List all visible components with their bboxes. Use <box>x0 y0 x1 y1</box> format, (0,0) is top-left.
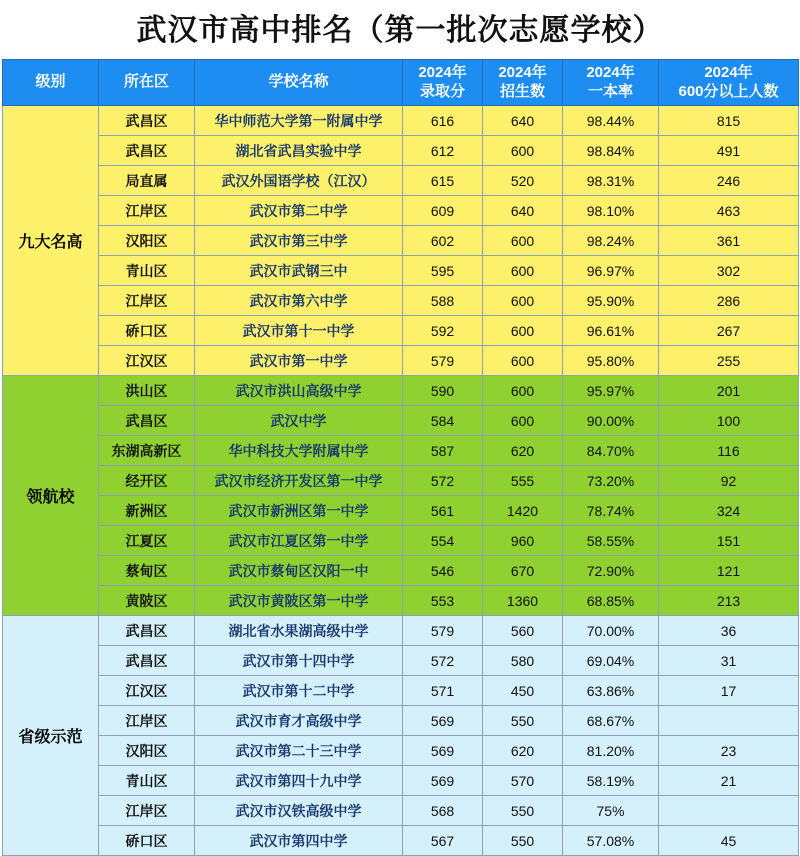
header-rate <box>563 60 659 106</box>
table-row <box>3 646 799 676</box>
cell-school: 武汉外国语学校（江汉） <box>195 166 403 196</box>
cell-district: 江岸区 <box>99 706 195 736</box>
cell-district: 武昌区 <box>99 616 195 646</box>
cell-rate: 90.00% <box>563 406 659 436</box>
cell-over600: 151 <box>659 526 799 556</box>
cell-over600: 92 <box>659 466 799 496</box>
header-school <box>195 60 403 106</box>
cell-district: 新洲区 <box>99 496 195 526</box>
cell-district: 青山区 <box>99 766 195 796</box>
cell-over600: 23 <box>659 736 799 766</box>
cell-district: 洪山区 <box>99 376 195 406</box>
table-row <box>3 286 799 316</box>
cell-school: 武汉市第二十三中学 <box>195 736 403 766</box>
cell-district: 江汉区 <box>99 346 195 376</box>
cell-rate: 98.24% <box>563 226 659 256</box>
cell-district: 局直属 <box>99 166 195 196</box>
header-over600 <box>659 60 799 106</box>
cell-over600: 361 <box>659 226 799 256</box>
cell-over600: 45 <box>659 826 799 856</box>
cell-over600: 286 <box>659 286 799 316</box>
cell-score: 584 <box>403 406 483 436</box>
cell-school: 武汉市第十二中学 <box>195 676 403 706</box>
cell-enrollment: 600 <box>483 286 563 316</box>
header-enrollment-line1: 2024年 <box>498 63 547 81</box>
table-row <box>3 226 799 256</box>
cell-over600: 255 <box>659 346 799 376</box>
cell-enrollment: 620 <box>483 436 563 466</box>
page-title: 武汉市高中排名（第一批次志愿学校） <box>136 14 664 47</box>
cell-enrollment: 580 <box>483 646 563 676</box>
header-rate-line1: 2024年 <box>586 63 635 81</box>
cell-school: 武汉市第一中学 <box>195 346 403 376</box>
header-grade <box>3 60 99 106</box>
cell-over600: 121 <box>659 556 799 586</box>
cell-rate: 78.74% <box>563 496 659 526</box>
header-score-line1: 2024年 <box>418 63 467 81</box>
cell-district: 江岸区 <box>99 196 195 226</box>
table-row <box>3 496 799 526</box>
cell-school: 湖北省水果湖高级中学 <box>195 616 403 646</box>
header-over600-line2: 600分以上人数 <box>678 82 779 100</box>
cell-district: 汉阳区 <box>99 226 195 256</box>
cell-school: 武汉市汉铁高级中学 <box>195 796 403 826</box>
cell-score: 571 <box>403 676 483 706</box>
cell-rate: 96.61% <box>563 316 659 346</box>
cell-rate: 72.90% <box>563 556 659 586</box>
header-row <box>3 60 799 106</box>
cell-rate: 95.90% <box>563 286 659 316</box>
cell-score: 588 <box>403 286 483 316</box>
cell-score: 595 <box>403 256 483 286</box>
cell-school: 武汉市黄陂区第一中学 <box>195 586 403 616</box>
table-row <box>3 136 799 166</box>
cell-enrollment: 520 <box>483 166 563 196</box>
cell-school: 武汉市第十四中学 <box>195 646 403 676</box>
cell-score: 546 <box>403 556 483 586</box>
table-row <box>3 166 799 196</box>
cell-rate: 58.19% <box>563 766 659 796</box>
cell-district: 黄陂区 <box>99 586 195 616</box>
cell-score: 616 <box>403 106 483 136</box>
cell-enrollment: 550 <box>483 826 563 856</box>
cell-district: 蔡甸区 <box>99 556 195 586</box>
cell-rate: 84.70% <box>563 436 659 466</box>
header-district <box>99 60 195 106</box>
cell-school: 武汉市育才高级中学 <box>195 706 403 736</box>
cell-score: 592 <box>403 316 483 346</box>
table-row <box>3 256 799 286</box>
cell-score: 590 <box>403 376 483 406</box>
cell-enrollment: 600 <box>483 226 563 256</box>
cell-district: 江夏区 <box>99 526 195 556</box>
cell-enrollment: 600 <box>483 376 563 406</box>
cell-score: 569 <box>403 736 483 766</box>
cell-rate: 98.84% <box>563 136 659 166</box>
cell-school: 武汉市第四十九中学 <box>195 766 403 796</box>
cell-over600 <box>659 796 799 826</box>
table-body <box>3 106 799 856</box>
table-header <box>3 60 799 106</box>
cell-over600: 21 <box>659 766 799 796</box>
cell-over600: 17 <box>659 676 799 706</box>
cell-enrollment: 600 <box>483 256 563 286</box>
cell-over600: 213 <box>659 586 799 616</box>
cell-school: 武汉市蔡甸区汉阳一中 <box>195 556 403 586</box>
cell-rate: 70.00% <box>563 616 659 646</box>
cell-enrollment: 600 <box>483 406 563 436</box>
cell-enrollment: 600 <box>483 136 563 166</box>
cell-school: 华中师范大学第一附属中学 <box>195 106 403 136</box>
cell-district: 江岸区 <box>99 796 195 826</box>
cell-rate: 58.55% <box>563 526 659 556</box>
table-row <box>3 706 799 736</box>
cell-enrollment: 1360 <box>483 586 563 616</box>
cell-school: 武汉市第六中学 <box>195 286 403 316</box>
cell-district: 硚口区 <box>99 316 195 346</box>
cell-enrollment: 560 <box>483 616 563 646</box>
cell-enrollment: 450 <box>483 676 563 706</box>
header-district-line1: 所在区 <box>123 73 169 91</box>
cell-score: 612 <box>403 136 483 166</box>
cell-score: 567 <box>403 826 483 856</box>
cell-rate: 98.10% <box>563 196 659 226</box>
cell-rate: 57.08% <box>563 826 659 856</box>
cell-over600 <box>659 706 799 736</box>
cell-district: 江岸区 <box>99 286 195 316</box>
header-score <box>403 60 483 106</box>
header-grade-line1: 级别 <box>35 73 66 91</box>
table-row <box>3 796 799 826</box>
cell-rate: 75% <box>563 796 659 826</box>
table-row <box>3 406 799 436</box>
cell-rate: 68.67% <box>563 706 659 736</box>
header-enrollment <box>483 60 563 106</box>
cell-score: 561 <box>403 496 483 526</box>
cell-school: 武汉市第三中学 <box>195 226 403 256</box>
cell-district: 武昌区 <box>99 106 195 136</box>
cell-over600: 815 <box>659 106 799 136</box>
cell-enrollment: 600 <box>483 346 563 376</box>
cell-score: 554 <box>403 526 483 556</box>
cell-school: 华中科技大学附属中学 <box>195 436 403 466</box>
group-label: 九大名高 <box>3 106 99 376</box>
cell-over600: 463 <box>659 196 799 226</box>
table-row <box>3 106 799 136</box>
cell-enrollment: 550 <box>483 796 563 826</box>
cell-district: 东湖高新区 <box>99 436 195 466</box>
table-row <box>3 826 799 856</box>
table-row <box>3 466 799 496</box>
header-rate-line2: 一本率 <box>587 82 633 100</box>
cell-school: 武汉市江夏区第一中学 <box>195 526 403 556</box>
group-label: 领航校 <box>3 376 99 616</box>
cell-over600: 324 <box>659 496 799 526</box>
cell-rate: 95.80% <box>563 346 659 376</box>
cell-school: 武汉市经济开发区第一中学 <box>195 466 403 496</box>
cell-enrollment: 620 <box>483 736 563 766</box>
table-row <box>3 766 799 796</box>
cell-enrollment: 640 <box>483 106 563 136</box>
cell-score: 609 <box>403 196 483 226</box>
header-enrollment-line2: 招生数 <box>499 82 545 100</box>
table-row <box>3 346 799 376</box>
group-label: 省级示范 <box>3 616 99 856</box>
cell-school: 湖北省武昌实验中学 <box>195 136 403 166</box>
cell-school: 武汉市洪山高级中学 <box>195 376 403 406</box>
cell-over600: 36 <box>659 616 799 646</box>
table-row <box>3 196 799 226</box>
table-row <box>3 436 799 466</box>
cell-score: 615 <box>403 166 483 196</box>
cell-district: 武昌区 <box>99 646 195 676</box>
cell-over600: 31 <box>659 646 799 676</box>
table-row <box>3 316 799 346</box>
cell-school: 武汉中学 <box>195 406 403 436</box>
cell-enrollment: 1420 <box>483 496 563 526</box>
cell-score: 569 <box>403 706 483 736</box>
cell-district: 硚口区 <box>99 826 195 856</box>
cell-rate: 68.85% <box>563 586 659 616</box>
cell-enrollment: 640 <box>483 196 563 226</box>
cell-district: 武昌区 <box>99 406 195 436</box>
cell-enrollment: 555 <box>483 466 563 496</box>
table-row <box>3 676 799 706</box>
cell-school: 武汉市第四中学 <box>195 826 403 856</box>
cell-district: 江汉区 <box>99 676 195 706</box>
cell-enrollment: 570 <box>483 766 563 796</box>
cell-rate: 96.97% <box>563 256 659 286</box>
header-school-line1: 学校名称 <box>268 73 329 91</box>
cell-score: 569 <box>403 766 483 796</box>
cell-over600: 491 <box>659 136 799 166</box>
table-row <box>3 616 799 646</box>
cell-district: 武昌区 <box>99 136 195 166</box>
cell-enrollment: 960 <box>483 526 563 556</box>
cell-school: 武汉市第二中学 <box>195 196 403 226</box>
table-row <box>3 586 799 616</box>
cell-enrollment: 550 <box>483 706 563 736</box>
header-score-line2: 录取分 <box>419 82 465 100</box>
cell-over600: 100 <box>659 406 799 436</box>
cell-rate: 98.44% <box>563 106 659 136</box>
cell-district: 青山区 <box>99 256 195 286</box>
table-row <box>3 556 799 586</box>
cell-over600: 302 <box>659 256 799 286</box>
cell-rate: 95.97% <box>563 376 659 406</box>
cell-rate: 63.86% <box>563 676 659 706</box>
cell-score: 602 <box>403 226 483 256</box>
cell-school: 武汉市新洲区第一中学 <box>195 496 403 526</box>
cell-enrollment: 670 <box>483 556 563 586</box>
header-over600-line1: 2024年 <box>704 63 753 81</box>
cell-enrollment: 600 <box>483 316 563 346</box>
cell-rate: 98.31% <box>563 166 659 196</box>
cell-over600: 246 <box>659 166 799 196</box>
cell-score: 568 <box>403 796 483 826</box>
cell-score: 572 <box>403 646 483 676</box>
cell-over600: 201 <box>659 376 799 406</box>
cell-school: 武汉市第十一中学 <box>195 316 403 346</box>
cell-rate: 81.20% <box>563 736 659 766</box>
cell-score: 572 <box>403 466 483 496</box>
cell-district: 汉阳区 <box>99 736 195 766</box>
cell-score: 553 <box>403 586 483 616</box>
cell-score: 587 <box>403 436 483 466</box>
cell-over600: 267 <box>659 316 799 346</box>
table-row <box>3 526 799 556</box>
ranking-table <box>2 59 799 856</box>
cell-school: 武汉市武钢三中 <box>195 256 403 286</box>
cell-score: 579 <box>403 346 483 376</box>
table-row <box>3 736 799 766</box>
cell-rate: 73.20% <box>563 466 659 496</box>
table-row <box>3 376 799 406</box>
cell-score: 579 <box>403 616 483 646</box>
cell-over600: 116 <box>659 436 799 466</box>
cell-rate: 69.04% <box>563 646 659 676</box>
cell-district: 经开区 <box>99 466 195 496</box>
